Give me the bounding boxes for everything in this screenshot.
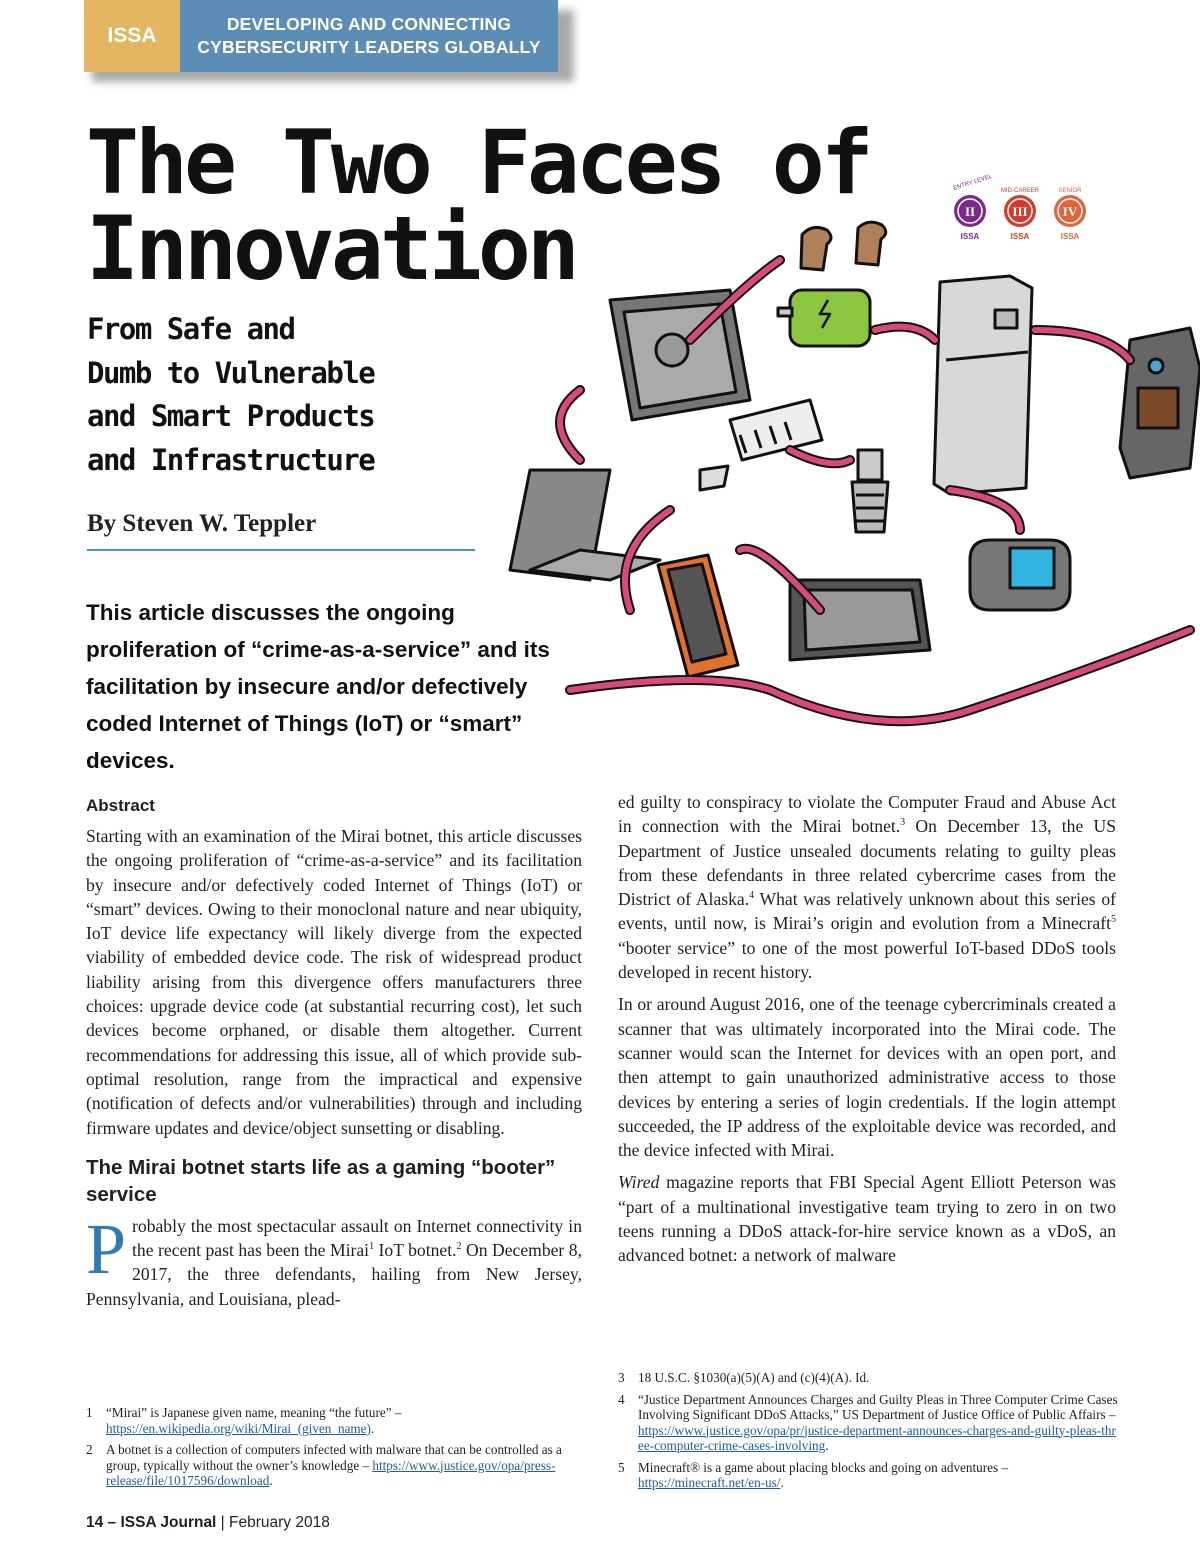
footnote-link[interactable]: https://en.wikipedia.org/wiki/Mirai_(given_name) [106,1420,371,1436]
footnote-text: 18 U.S.C. §1030(a)(5)(A) and (c)(4)(A). Id. [638,1370,870,1385]
toast-icon [801,222,886,270]
abstract-text: Starting with an examination of the Mirai botnet, this article discusses the ongoing proliferation of “crime-as-a-service” and its facilitation by insecure and/or defectively coded Internet of Things (IoT) or “smart” devices. Owing to their monoclonal nature and near ubiquity, IoT device life expectancy will likely diverge from the expected viability of embedded device code. The risk of widespread product liability arising from this divergence offers manufacturers three choices: upgrade device code (at substantial recurring cost), let such devices become orphaned, or disable them altogether. Current recommendations for addressing this issue, all of which provide sub-optimal resolution, range from the impractical and expensive (notification of defects and/or vulnerabilities) through and including firmware updates and device/object sunsetting or disabling. [86,826,582,1138]
phone-icon [658,555,738,677]
footnote-number: 5 [618,1459,625,1475]
section-text-c: On December 8, 2017, the three defendants, hailing from New Jersey, Pennsylvania, and Louisiana, plead- [86,1240,582,1309]
badge-mid-numeral: III [1012,204,1028,219]
right-p1-b: On December 13, the US Department of Justice unsealed documents relating to guilty pleas from these defendants in three related cybercrime cases from the District of Alaska. [618,816,1116,910]
issa-tag [84,0,180,72]
footnote-text: “Justice Department Announces Charges and Guilty Pleas in Three Computer Crime Cases Involving Significant DDoS Attacks,” US Department of Justice Office of Public Affairs – [638,1391,1118,1422]
badge-entry-numeral: II [964,204,976,219]
badge-mid-brand: ISSA [1010,232,1030,241]
smart-panel-icon [700,400,822,490]
footnotes-left [86,1405,576,1495]
iot-devices-illustration [590,210,1200,770]
footnote-ref-1[interactable]: 1 [369,1241,375,1253]
banner-line-1: DEVELOPING AND CONNECTING [226,14,512,34]
section-text-b: IoT botnet. [374,1240,457,1261]
section-heading: The Mirai botnet starts life as a gaming “booter” service [86,1155,556,1206]
footnote-ref-5[interactable]: 5 [1111,914,1116,926]
right-p1-d: “booter service” to one of the most powerful IoT-based DDoS tools developed in recent history. [618,937,1116,983]
spark-plug-icon [852,450,888,532]
badge-mid-label: MID-CAREER [1000,188,1040,194]
footnote-item [618,1392,1118,1454]
subtitle-line-2: Dumb to Vulnerable [87,355,375,390]
badge-senior-numeral: IV [1062,204,1078,219]
footnote-item [618,1370,1118,1386]
footer-separator: | [216,1514,230,1531]
footnote-period: . [780,1475,784,1490]
right-paragraph-3 [618,1170,1116,1267]
toaster-icon [778,290,870,346]
footnote-ref-2[interactable]: 2 [456,1241,462,1253]
abstract-heading: Abstract [86,796,155,815]
header-banner [180,0,558,72]
footnote-text: Minecraft® is a game about placing blocks and going on adventures – [638,1459,1009,1475]
title-line-2: Innovation [86,197,576,300]
smartphone-icon [790,580,930,660]
coffee-maker-icon [1120,328,1200,478]
footnotes-right [618,1370,1118,1497]
right-column [618,790,1116,1276]
footnote-number: 1 [86,1405,93,1420]
footnote-link[interactable]: https://www.justice.gov/opa/pr/justice-department-announces-charges-and-guilty-pleas-three-computer-crime-cases-involving [638,1422,1116,1453]
left-column [86,794,582,1319]
badge-senior-label: SENIOR [1058,188,1082,194]
badge-entry-brand: ISSA [960,232,980,241]
section-paragraph [86,1208,582,1311]
right-p3-rest: magazine reports that FBI Special Agent Elliott Peterson was “part of a multinational investigative team trying to zero in on two teens running a DDoS attack-for-hire service known as a vDoS, an advanced botnet: a network of malware [618,1172,1116,1266]
tablet-icon [610,290,750,420]
footnote-period: . [370,1420,375,1436]
wired-italic: Wired [618,1172,660,1193]
footnote-ref-3[interactable]: 3 [900,817,906,829]
right-paragraph-1 [618,790,1116,984]
banner-line-2: CYBERSECURITY LEADERS GLOBALLY [197,37,541,57]
footnote-link[interactable]: https://minecraft.net/en-us/ [638,1475,781,1490]
footer-date: February 2018 [229,1514,330,1531]
byline: By Steven W. Teppler [87,510,317,537]
section-text-a: robably the most spectacular assault on Internet connectivity in the recent past has been the Mirai [132,1215,582,1261]
article-subtitle [87,308,507,482]
title-line-1: The Two Faces of [86,111,870,214]
right-paragraph-2: In or around August 2016, one of the teenage cybercriminals created a scanner that was ultimately incorporated into the Mirai code. The scanner would scan the Internet for devices with an open port, and then attempt to gain unauthorized administrative access to those devices by entering a series of login credentials. If the login attempt succeeded, the IP address of the exploitable device was recorded, and the device infected with Mirai. [618,994,1116,1161]
badge-senior-brand: ISSA [1060,232,1080,241]
footnote-number: 4 [618,1391,625,1407]
subtitle-line-3: and Smart Products [87,399,375,433]
subtitle-line-1: From Safe and [87,312,295,346]
drop-cap: P [86,1208,127,1289]
footnote-period: . [269,1473,273,1488]
footnote-number: 3 [618,1370,625,1385]
footnote-link[interactable]: https://www.justice.gov/opa/press-release/file/1017596/download [106,1457,556,1488]
footnote-text: “Mirai” is Japanese given name, meaning “the future” – [106,1405,402,1420]
footnote-item [618,1460,1118,1491]
footnote-number: 2 [86,1442,93,1457]
page-footer [86,1514,330,1532]
subtitle-line-4: and Infrastructure [87,442,375,477]
footnote-item [86,1405,576,1436]
right-p1-a: ed guilty to conspiracy to violate the Computer Fraud and Abuse Act in connection with the Mirai botnet. [618,792,1116,837]
right-p1-c: What was relatively unknown about this series of events, until now, is Mirai’s origin and evolution from a Minecraft [618,889,1116,934]
fridge-icon [934,276,1032,494]
footnote-text: A botnet is a collection of computers infected with malware that can be controlled as a group, typically without the owner’s knowledge – [106,1442,562,1473]
lede: This article discusses the ongoing proliferation of “crime-as-a-service” and its facilitation by insecure and/or defectively coded Internet of Things (IoT) or “smart” devices. [86,600,550,773]
badge-entry-label: ENTRY LEVEL [952,173,994,192]
issa-tag-label: ISSA [107,24,157,47]
footnote-item [86,1442,576,1489]
laptop-icon [510,470,660,580]
byline-rule [87,549,475,551]
footnote-ref-4[interactable]: 4 [749,890,755,902]
footer-page: 14 – ISSA Journal [86,1514,217,1531]
smartwatch-icon [970,540,1070,610]
footnote-period: . [825,1438,829,1453]
